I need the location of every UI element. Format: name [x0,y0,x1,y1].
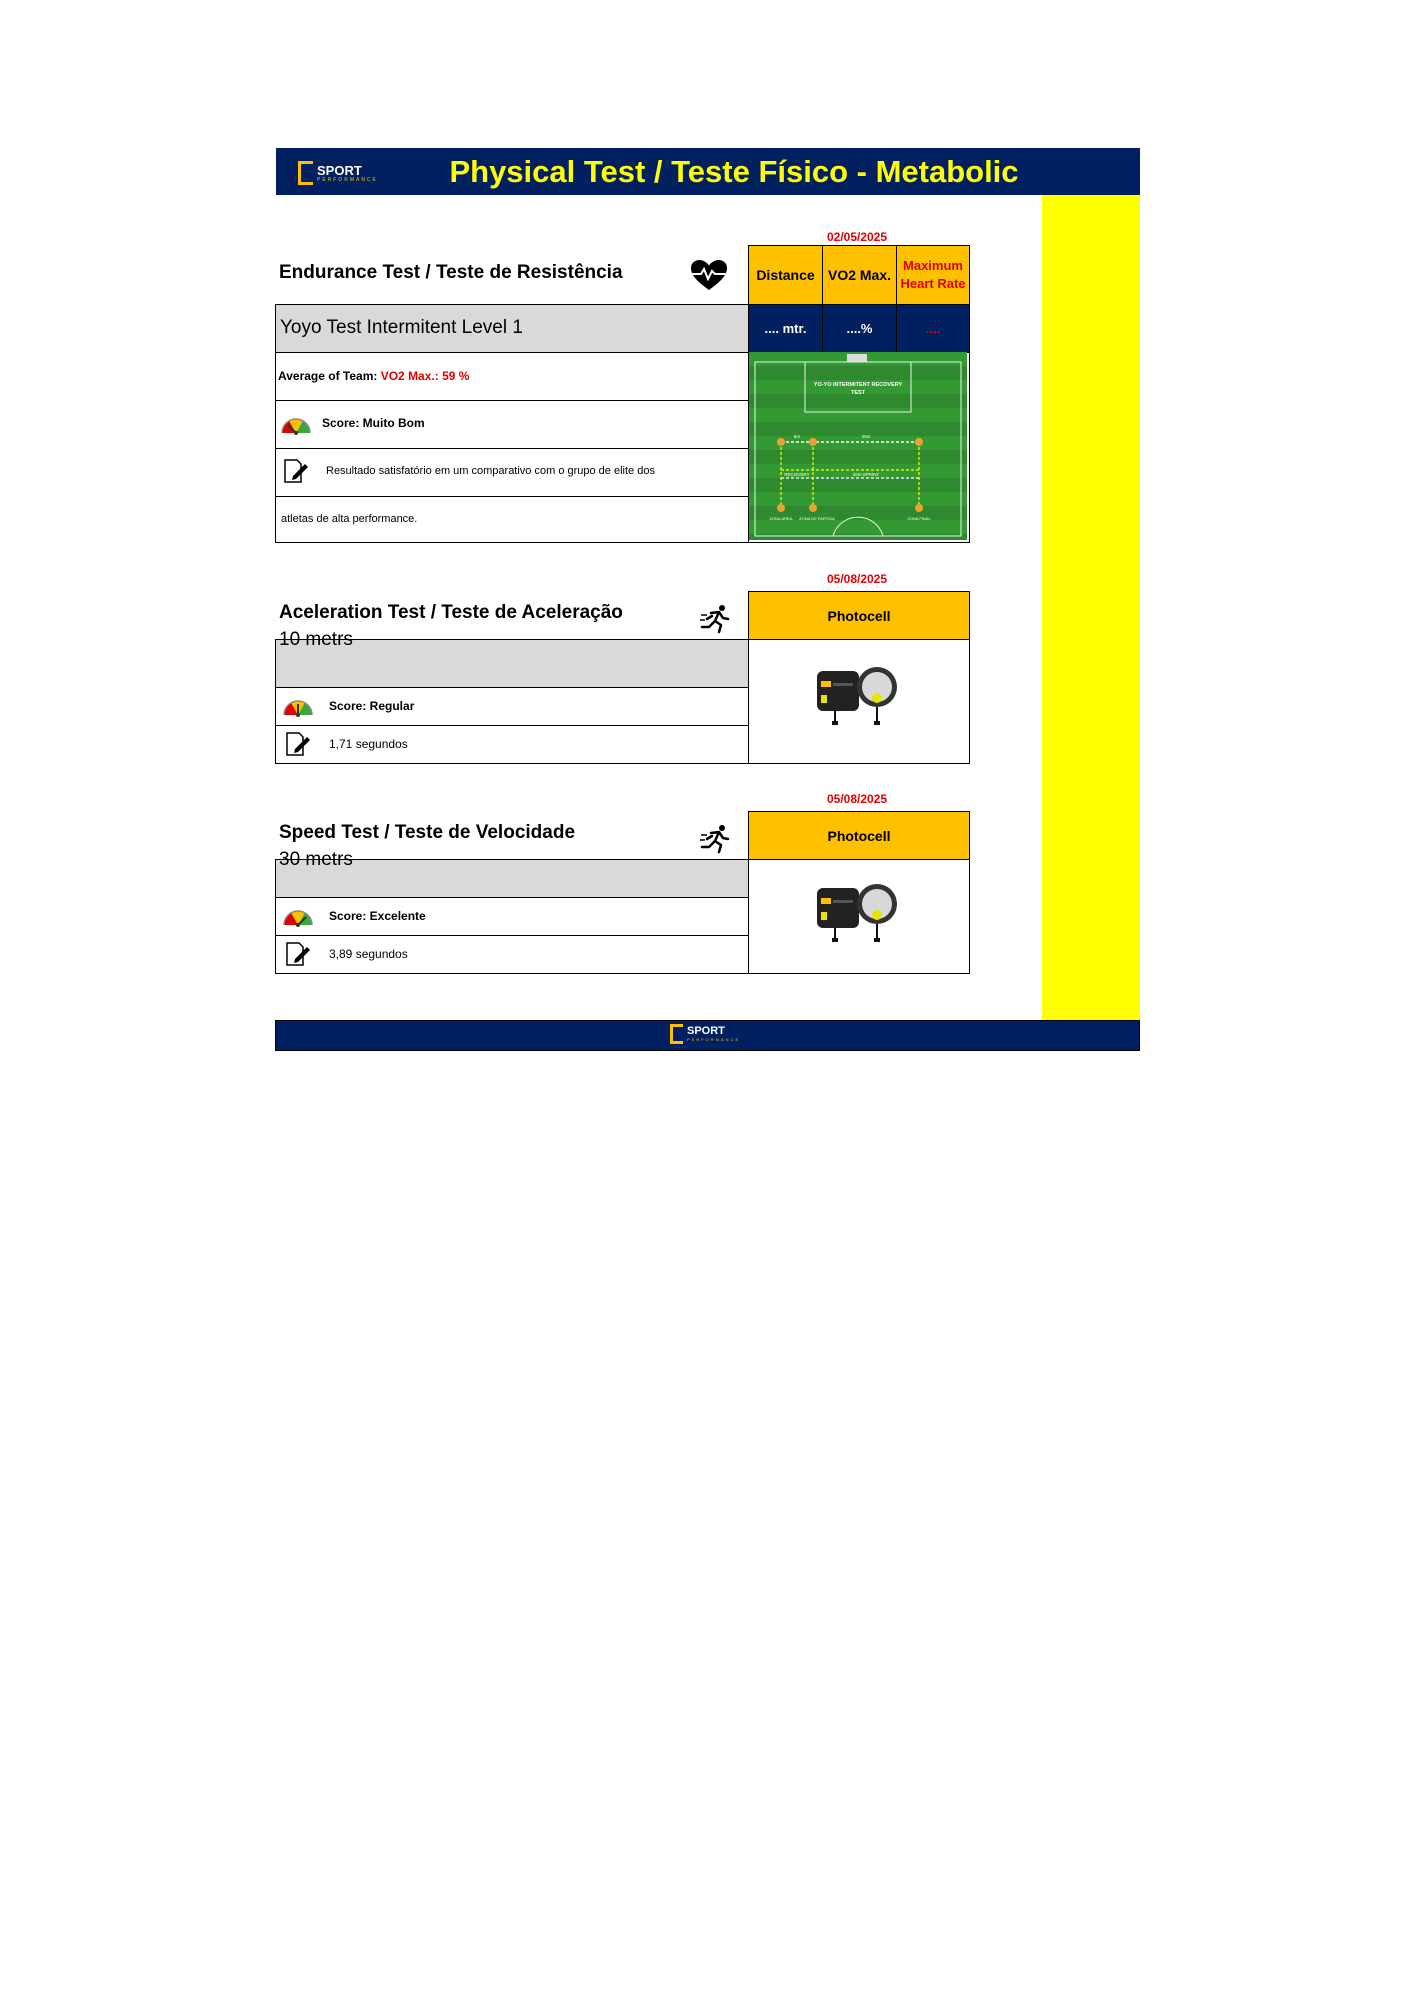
sport-performance-logo [298,161,378,185]
field-label-sprint: 20m SPRINT [852,472,880,477]
endurance-date: 02/05/2025 [826,230,888,244]
speed-photocell-cell [748,859,970,974]
acceleration-title: Aceleration Test / Teste de Aceleração [279,602,623,623]
endurance-note-row [275,448,749,497]
field-label-20m: 20m [861,434,871,439]
distance-header-label: Distance [756,267,815,283]
max-heart-rate-header [896,245,970,305]
gauge-icon [281,903,315,929]
vo2max-header-label: VO2 Max. [827,267,892,283]
endurance-note-line2: atletas de alta performance. [281,513,418,525]
sport-performance-logo [670,1024,740,1044]
max-heart-rate-value: .... [925,321,941,336]
average-team-row [275,352,749,401]
speed-date: 05/08/2025 [826,792,888,806]
acceleration-result: 1,71 segundos [329,737,408,751]
endurance-score-row [275,400,749,449]
max-heart-rate-header-label: Maximum Heart Rate [900,258,966,291]
speed-score-row [275,897,749,936]
gauge-icon [279,411,313,437]
note-edit-icon [283,458,309,484]
speed-result: 3,89 segundos [329,947,408,961]
vo2max-value: ....% [846,321,873,336]
runner-icon [699,823,731,855]
endurance-test-name: Yoyo Test Intermitent Level 1 [280,317,523,338]
field-zone-right: ZONA FINAL [907,516,931,521]
acceleration-equipment: Photocell [827,607,891,624]
footer-logo-text: SPORT [687,1024,725,1037]
yoyo-field-image [749,352,967,540]
footer-bar [275,1020,1140,1051]
speed-result-row [275,935,749,974]
max-heart-rate-value-cell [896,304,970,353]
logo-text: SPORT [317,162,362,178]
vo2max-header [822,245,897,305]
acceleration-score-row [275,687,749,726]
acceleration-equipment-header [748,591,970,640]
speed-equipment: Photocell [827,827,891,844]
speed-title: Speed Test / Teste de Velocidade [279,822,576,843]
endurance-score: Score: Muito Bom [322,416,425,430]
gauge-icon [281,693,315,719]
distance-value: .... mtr. [764,321,807,336]
distance-value-cell [748,304,823,353]
photocell-device-image [815,665,901,729]
page-title: Physical Test / Teste Físico - Metabolic [449,154,1019,189]
acceleration-score: Score: Regular [329,699,415,713]
yellow-side-bar [1042,195,1140,1020]
field-zone-left: ZONA ÁREA [769,516,793,521]
endurance-note-line1: Resultado satisfatório em um comparativo com o grupo de elite dos [326,465,655,477]
heartbeat-icon [689,258,729,292]
field-label-5m: 5m [793,434,801,439]
average-label: Average of Team: [278,369,378,383]
field-title-line1: YO-YO INTERMITENT RECOVERY [813,382,903,388]
note-edit-icon [285,941,311,967]
acceleration-subtitle: 10 metrs [279,629,353,650]
logo-s-icon [670,1024,683,1044]
endurance-note-row2 [275,496,749,543]
header-bar [276,148,1140,195]
field-label-recovery: RECOVERY [784,472,810,477]
field-title-line2: TEST [850,390,866,396]
footer-logo-subtext: PERFORMANCE [687,1036,741,1042]
logo-subtext: PERFORMANCE [317,176,378,183]
logo-s-icon [298,161,313,185]
acceleration-result-row [275,725,749,764]
distance-header [748,245,823,305]
speed-score: Score: Excelente [329,909,426,923]
vo2max-value-cell [822,304,897,353]
acceleration-date: 05/08/2025 [826,572,888,586]
note-edit-icon [285,731,311,757]
photocell-device-image [815,882,901,946]
speed-subtitle: 30 metrs [279,849,353,870]
average-value: VO2 Max.: 59 % [380,369,470,383]
endurance-test-name-row [275,304,749,353]
endurance-title: Endurance Test / Teste de Resistência [279,262,623,283]
speed-equipment-header [748,811,970,860]
field-zone-mid: ZONA DE PARTIDA [799,516,835,521]
acceleration-photocell-cell [748,639,970,764]
runner-icon [699,603,731,635]
